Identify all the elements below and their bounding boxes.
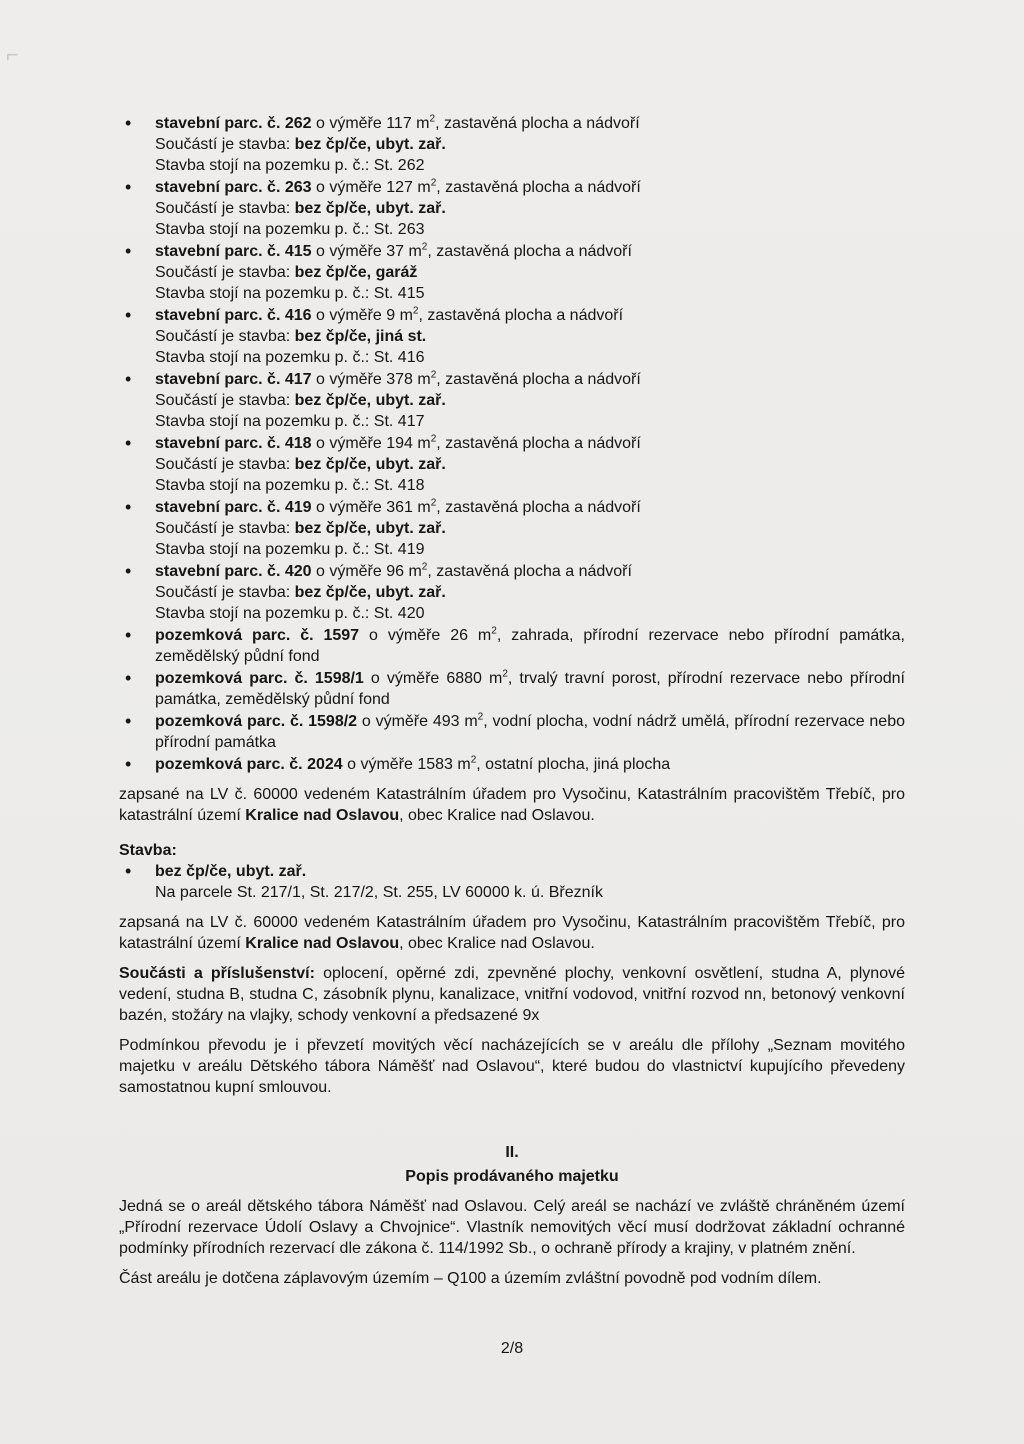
section-number: II. [505, 1144, 519, 1161]
description-paragraph: Jedná se o areál dětského tábora Náměšť nad Oslavou. Celý areál se nachází ve zvláště chráněném území „Přírodní rezervace Údolí Oslavy a Chvojnice“. Vlastník nemovitých věcí musí dodržovat základní ochranné podmínky přírodních rezervací dle zákona č. 114/1992 Sb., o ochraně přírody a krajiny, v platném znění. [119, 1198, 905, 1257]
list-item: • stavební parc. č. 418 o výměře 194 $m^2$, zastavěná plocha a nádvoří Součástí je stavba: bez čp/če, ubyt. zař. Stavba stojí na pozemku p. č.: St. 418 [119, 433, 905, 496]
list-item: • pozemková parc. č. 1598/1 o výměře 6880 $m^2$, trvalý travní porost, přírodní rezervace nebo přírodní památka, zemědělský půdní fond [119, 668, 905, 710]
registration-paragraph: zapsaná na LV č. 60000 vedeném Katastrálním úřadem pro Vysočinu, Katastrálním pracovištěm Třebíč, pro katastrální území Kralice nad Oslavou, obec Kralice nad Oslavou. [119, 914, 905, 952]
registration-paragraph: zapsané na LV č. 60000 vedeném Katastrálním úřadem pro Vysočinu, Katastrálním pracovištěm Třebíč, pro katastrální území Kralice nad Oslavou, obec Kralice nad Oslavou. [119, 786, 905, 824]
list-item: • pozemková parc. č. 1597 o výměře 26 $m^2$, zahrada, přírodní rezervace nebo přírodní památka, zemědělský půdní fond [119, 625, 905, 667]
accessories-paragraph: Součásti a příslušenství: oplocení, opěrné zdi, zpevněné plochy, venkovní osvětlení, studna A, plynové vedení, studna B, studna C, zásobník plynu, kanalizace, vnitřní vodovod, vnitřní rozvod nn, betonový venkovní bazén, stožáry na vlajky, schody venkovní a předsazené 9x [119, 965, 905, 1024]
list-item: • pozemková parc. č. 1598/2 o výměře 493 $m^2$, vodní plocha, vodní nádrž umělá, přírodní rezervace nebo přírodní památka [119, 711, 905, 753]
section-title: Popis prodávaného majetku [405, 1168, 619, 1185]
page-content [119, 113, 905, 1289]
list-item: • stavební parc. č. 262 o výměře 117 $m^2$, zastavěná plocha a nádvoří Součástí je stavba: bez čp/če, ubyt. zař. Stavba stojí na pozemku p. č.: St. 262 [119, 113, 905, 176]
flood-paragraph: Část areálu je dotčena záplavovým územím – Q100 a územím zvláštní povodně pod vodním dílem. [119, 1270, 822, 1287]
stavba-heading: Stavba: [119, 842, 177, 859]
list-item: • stavební parc. č. 420 o výměře 96 $m^2$, zastavěná plocha a nádvoří Součástí je stavba: bez čp/če, ubyt. zař. Stavba stojí na pozemku p. č.: St. 420 [119, 561, 905, 624]
list-item: • bez čp/če, ubyt. zař. Na parcele St. 217/1, St. 217/2, St. 255, LV 60000 k. ú. Březník [119, 861, 905, 903]
list-item: • pozemková parc. č. 2024 o výměře 1583 $m^2$, ostatní plocha, jiná plocha [119, 754, 905, 775]
list-item: • stavební parc. č. 419 o výměře 361 $m^2$, zastavěná plocha a nádvoří Součástí je stavba: bez čp/če, ubyt. zař. Stavba stojí na pozemku p. č.: St. 419 [119, 497, 905, 560]
scan-mark-icon: ⌐ [6, 42, 19, 67]
building-parcel-list [119, 113, 905, 775]
list-item: • stavební parc. č. 415 o výměře 37 $m^2$, zastavěná plocha a nádvoří Součástí je stavba: bez čp/če, garáž Stavba stojí na pozemku p. č.: St. 415 [119, 241, 905, 304]
page-number: 2/8 [500, 1340, 524, 1357]
list-item: • stavební parc. č. 416 o výměře 9 $m^2$, zastavěná plocha a nádvoří Součástí je stavba: bez čp/če, jiná st. Stavba stojí na pozemku p. č.: St. 416 [119, 305, 905, 368]
condition-paragraph: Podmínkou převodu je i převzetí movitých věcí nacházejících se v areálu dle přílohy „Seznam movitého majetku v areálu Dětského tábora Náměšť nad Oslavou“, které budou do vlastnictví kupujícího převedeny samostatnou kupní smlouvou. [119, 1037, 905, 1096]
building-list [119, 861, 905, 903]
list-item: • stavební parc. č. 417 o výměře 378 $m^2$, zastavěná plocha a nádvoří Součástí je stavba: bez čp/če, ubyt. zař. Stavba stojí na pozemku p. č.: St. 417 [119, 369, 905, 432]
list-item: • stavební parc. č. 263 o výměře 127 $m^2$, zastavěná plocha a nádvoří Součástí je stavba: bez čp/če, ubyt. zař. Stavba stojí na pozemku p. č.: St. 263 [119, 177, 905, 240]
